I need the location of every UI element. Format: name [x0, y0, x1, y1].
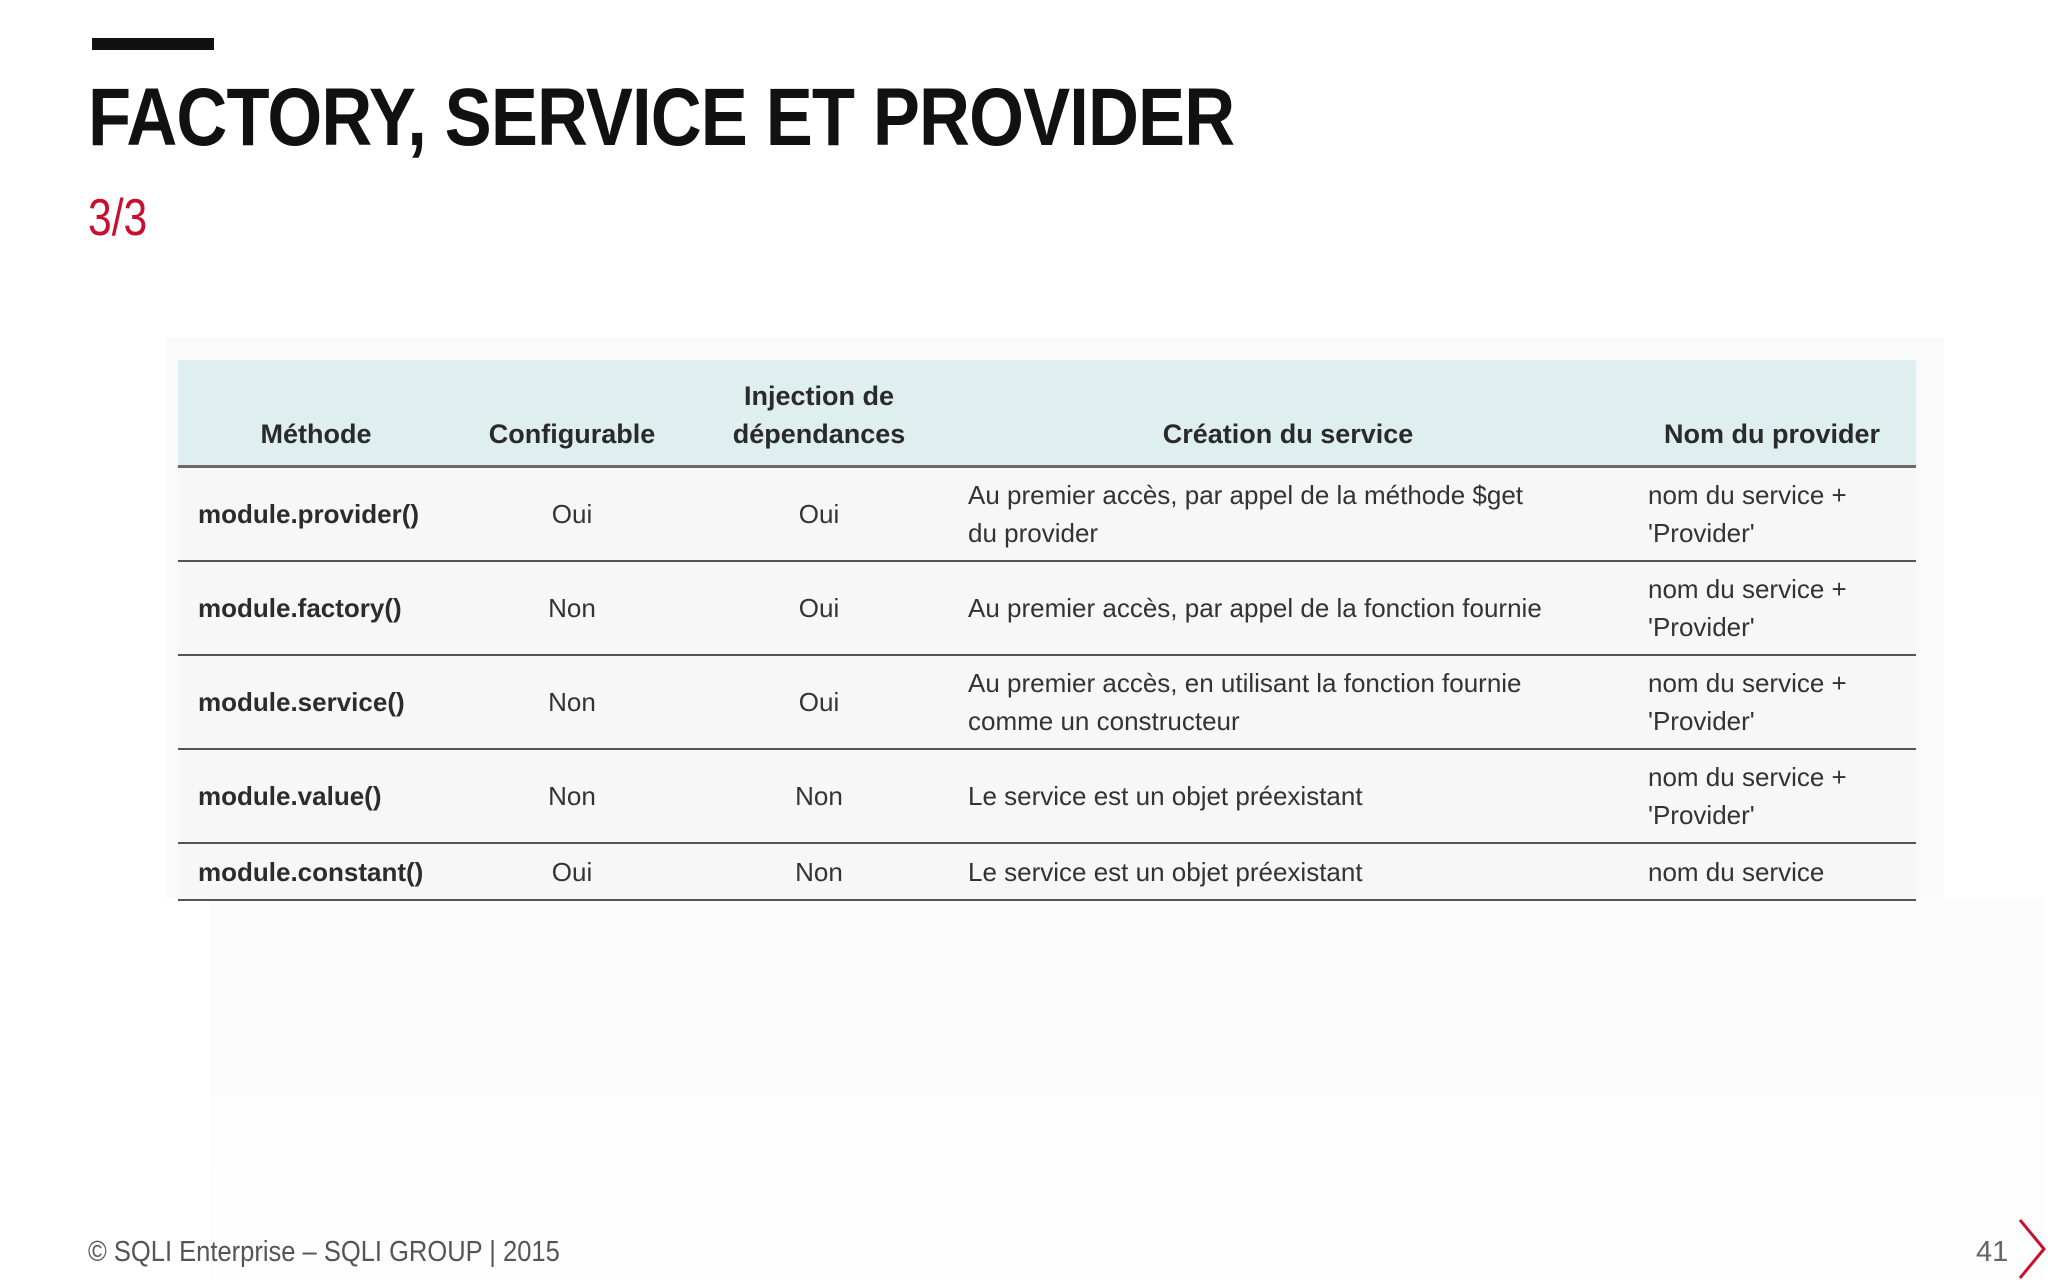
provider-name-cell — [1628, 467, 1916, 562]
footer-copyright: © SQLI Enterprise – SQLI GROUP | 2015 — [88, 1236, 560, 1268]
creation-line1: Au premier accès, en utilisant la fonction fournie — [968, 668, 1522, 698]
provider-line2: 'Provider' — [1648, 612, 1755, 642]
method-cell: module.service() — [178, 655, 454, 749]
header-method: Méthode — [178, 360, 454, 467]
creation-line1: Le service est un objet préexistant — [968, 781, 1363, 811]
provider-line1: nom du service — [1648, 856, 1825, 887]
creation-line1: Le service est un objet préexistant — [968, 856, 1363, 887]
provider-line1: nom du service + — [1648, 574, 1847, 604]
provider-name-cell — [1628, 749, 1916, 843]
header-injection-line1: Injection de — [743, 381, 895, 411]
title-accent-bar — [92, 38, 214, 50]
creation-cell — [948, 467, 1628, 562]
table-row — [178, 561, 1916, 655]
provider-name-cell — [1628, 561, 1916, 655]
table-row — [178, 467, 1916, 562]
background-shade — [210, 898, 2044, 1280]
creation-cell — [948, 843, 1628, 900]
creation-line2: du provider — [968, 518, 1099, 548]
provider-line1: nom du service + — [1648, 762, 1847, 792]
provider-line1: nom du service + — [1648, 480, 1847, 510]
slide-title: FACTORY, SERVICE ET PROVIDER — [88, 72, 1235, 163]
configurable-cell: Non — [454, 749, 690, 843]
method-cell: module.constant() — [178, 843, 454, 900]
injection-cell: Oui — [690, 467, 948, 562]
method-cell: module.factory() — [178, 561, 454, 655]
page-number: 41 — [1976, 1236, 2009, 1268]
table-row — [178, 749, 1916, 843]
provider-line2: 'Provider' — [1648, 518, 1755, 548]
table-header-row — [178, 360, 1916, 467]
header-injection-line2: dépendances — [732, 419, 906, 449]
creation-line1: Au premier accès, par appel de la méthode $get — [968, 480, 1524, 510]
method-cell: module.provider() — [178, 467, 454, 562]
injection-cell: Oui — [690, 561, 948, 655]
creation-cell — [948, 749, 1628, 843]
provider-name-cell — [1628, 655, 1916, 749]
creation-line2: comme un constructeur — [968, 706, 1240, 736]
configurable-cell: Non — [454, 655, 690, 749]
comparison-table — [178, 360, 1916, 901]
provider-line1: nom du service + — [1648, 668, 1847, 698]
creation-line1: Au premier accès, par appel de la fonction fournie — [968, 593, 1542, 623]
configurable-cell: Oui — [454, 467, 690, 562]
header-provider-name: Nom du provider — [1628, 360, 1916, 467]
header-injection — [690, 360, 948, 467]
header-configurable: Configurable — [454, 360, 690, 467]
configurable-cell: Non — [454, 561, 690, 655]
injection-cell: Non — [690, 749, 948, 843]
method-cell: module.value() — [178, 749, 454, 843]
creation-cell — [948, 561, 1628, 655]
injection-cell: Oui — [690, 655, 948, 749]
header-creation: Création du service — [948, 360, 1628, 467]
slide-subtitle: 3/3 — [88, 189, 148, 247]
table-row — [178, 843, 1916, 900]
provider-line2: 'Provider' — [1648, 800, 1755, 830]
configurable-cell: Oui — [454, 843, 690, 900]
chevron-right-icon[interactable] — [2016, 1218, 2048, 1280]
creation-cell — [948, 655, 1628, 749]
provider-line2: 'Provider' — [1648, 706, 1755, 736]
injection-cell: Non — [690, 843, 948, 900]
provider-name-cell — [1628, 843, 1916, 900]
table-row — [178, 655, 1916, 749]
